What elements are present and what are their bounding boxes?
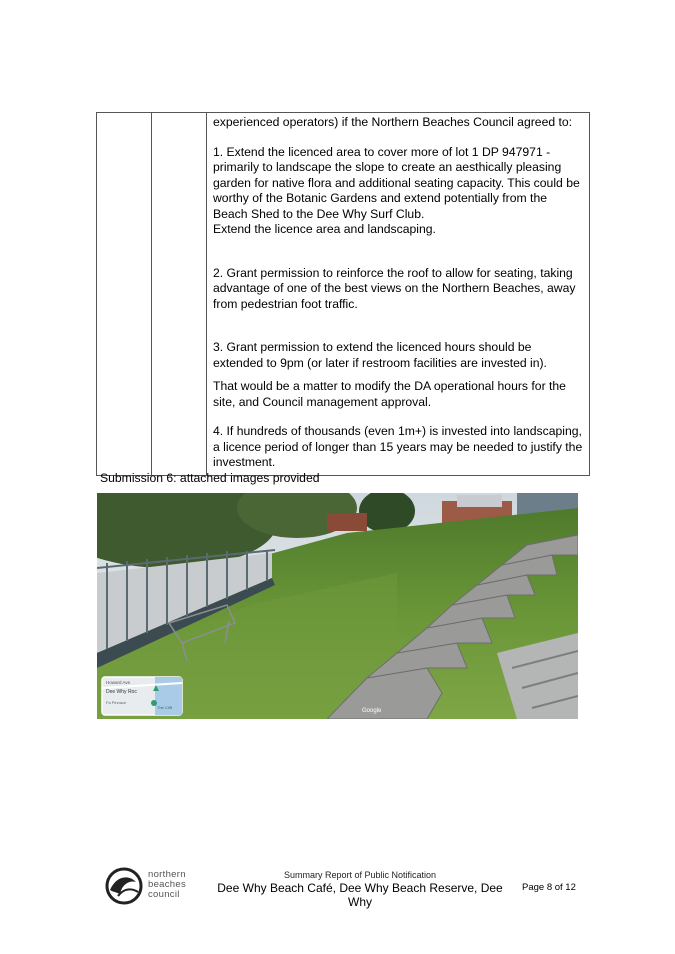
paragraph: Extend the licence area and landscaping.	[213, 222, 436, 236]
map-street-label: Howard Ave	[106, 680, 131, 685]
paragraph: That would be a matter to modify the DA operational hours for the site, and Council management approval.	[213, 379, 566, 409]
report-title: Summary Report of Public Notification	[283, 870, 437, 880]
table-cell-empty	[152, 113, 207, 476]
wave-logo-icon	[104, 866, 144, 906]
paragraph: 3. Grant permission to extend the licenced hours should be extended to 9pm (or later if restroom facilities are invested in).	[213, 340, 547, 370]
map-place-label: Dee Why Roc	[106, 689, 137, 695]
logo-line: council	[148, 889, 180, 900]
footer-title-block	[214, 870, 506, 909]
logo-line: northern	[148, 869, 186, 880]
submission-table	[96, 112, 590, 476]
table-cell-response	[207, 113, 590, 476]
map-lane-label: Fa Pinnace	[106, 700, 127, 705]
map-poi-label: The Cliff	[157, 705, 172, 710]
image-caption: Submission 6: attached images provided	[100, 471, 320, 485]
council-logo	[104, 866, 194, 906]
page-number: Page 8 of 12	[522, 882, 576, 893]
paragraph: 1. Extend the licenced area to cover more of lot 1 DP 947971 - primarily to landscape the slope to create an aesthically pleasing garden for native flora and additional seating capacity. This could be worthy of the Botanic Gardens and extend potentially from the Beach Shed to the Dee Why Surf Club.	[213, 144, 580, 221]
street-view-photo	[97, 493, 578, 719]
logo-wordmark	[148, 870, 186, 900]
report-subject: Dee Why Beach Café, Dee Why Beach Reserve, Dee Why	[217, 881, 503, 909]
table-cell-empty	[97, 113, 152, 476]
table-row	[97, 113, 590, 476]
paragraph: experienced operators) if the Northern Beaches Council agreed to:	[213, 115, 573, 129]
google-watermark: Google	[362, 708, 382, 714]
paragraph: 4. If hundreds of thousands (even 1m+) is invested into landscaping, a licence period of longer than 15 years may be needed to justify the investment.	[213, 424, 583, 469]
logo-line: beaches	[148, 879, 187, 890]
paragraph: 2. Grant permission to reinforce the roof to allow for seating, taking advantage of one of the best views on the Northern Beaches, away from pedestrian foot traffic.	[213, 265, 576, 311]
